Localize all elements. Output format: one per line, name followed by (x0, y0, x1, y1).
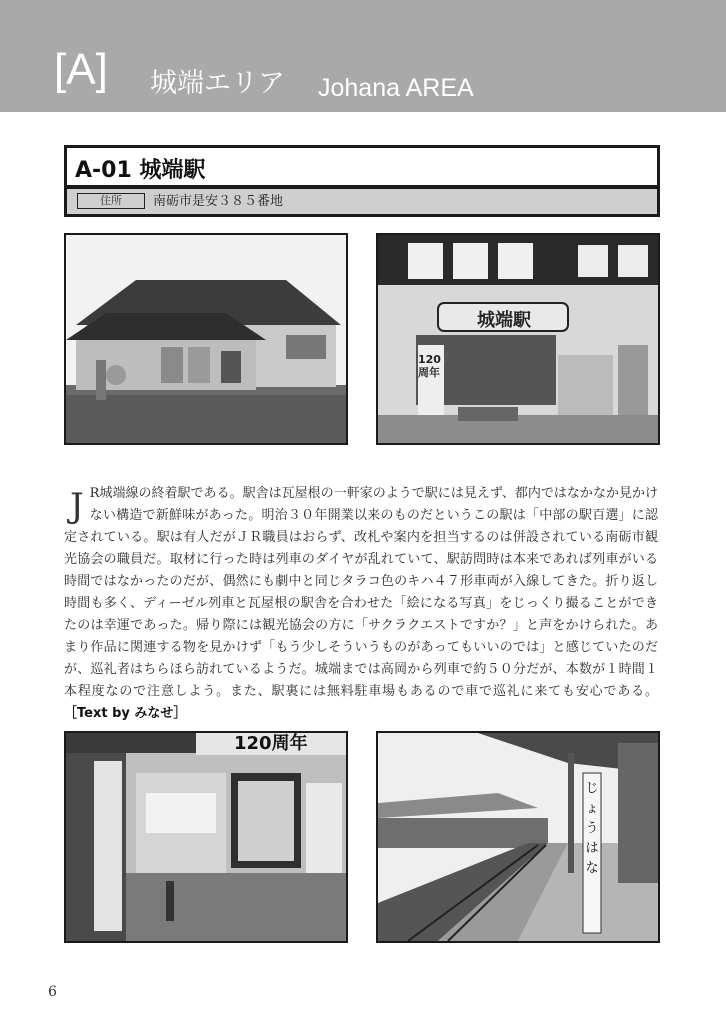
article-body (64, 483, 658, 725)
section-code: [A] (54, 45, 108, 94)
section-header (0, 0, 726, 112)
station-sign-text: 城端駅 (477, 310, 531, 331)
article-dropcap: J (70, 486, 84, 526)
anniversary-sign-text: 120周年 (418, 353, 441, 379)
photo-platform (376, 731, 660, 943)
page-number: 6 (48, 984, 57, 1000)
entry-title: A-01 城端駅 (75, 158, 206, 183)
photo-station-interior (376, 233, 660, 445)
address-bar (64, 186, 660, 217)
photo-station-exterior (64, 233, 348, 445)
address-value: 南砺市是安３８５番地 (153, 194, 284, 209)
banner-120-anniversary: 120周年 (234, 733, 308, 754)
section-title: 城端エリア (150, 68, 285, 99)
entry-title-box (64, 145, 660, 188)
photo-ticket-gate (64, 731, 348, 943)
article-text: R城端線の終着駅である。駅舎は瓦屋根の一軒家のようで駅には見えず、都内ではなかなか見かけない構造で新鮮味があった。明治３０年開業以来のものだというこの駅は「中部の駅百選」に認定されている。駅は有人だがＪＲ職員はおらず、改札や案内を担当するのは併設されている南砺市観光協会の職員だ。取材に行った時は列車のダイヤが乱れていて、駅訪問時は本来であれば列車がいる時間ではなかったのだが、偶然にも劇中と同じタラコ色のキハ４７形車両が入線してきた。折り返し時間も多く、ディーゼル列車と瓦屋根の駅舎を合わせた「絵になる写真」をじっくり撮ることができたのは幸運であった。帰り際には観光協会の方に「サクラクエストですか？」と声をかけられた。あまり作品に関連する物を見かけず「もう少しそういうものがあってもいいのでは」と感じていたのだが、巡礼者はちらほら訪れているようだ。城端までは高岡から列車で約５０分だが、本数が１時間１本程度なので注意しよう。また、駅裏には無料駐車場もあるので車で巡礼に来ても安心である。 (64, 486, 658, 699)
article-credit: ［Text by みなせ］ (64, 706, 187, 721)
station-name-sign: じょうはな (585, 781, 599, 876)
section-subtitle: Johana AREA (318, 74, 474, 102)
address-label: 住所 (77, 193, 145, 209)
